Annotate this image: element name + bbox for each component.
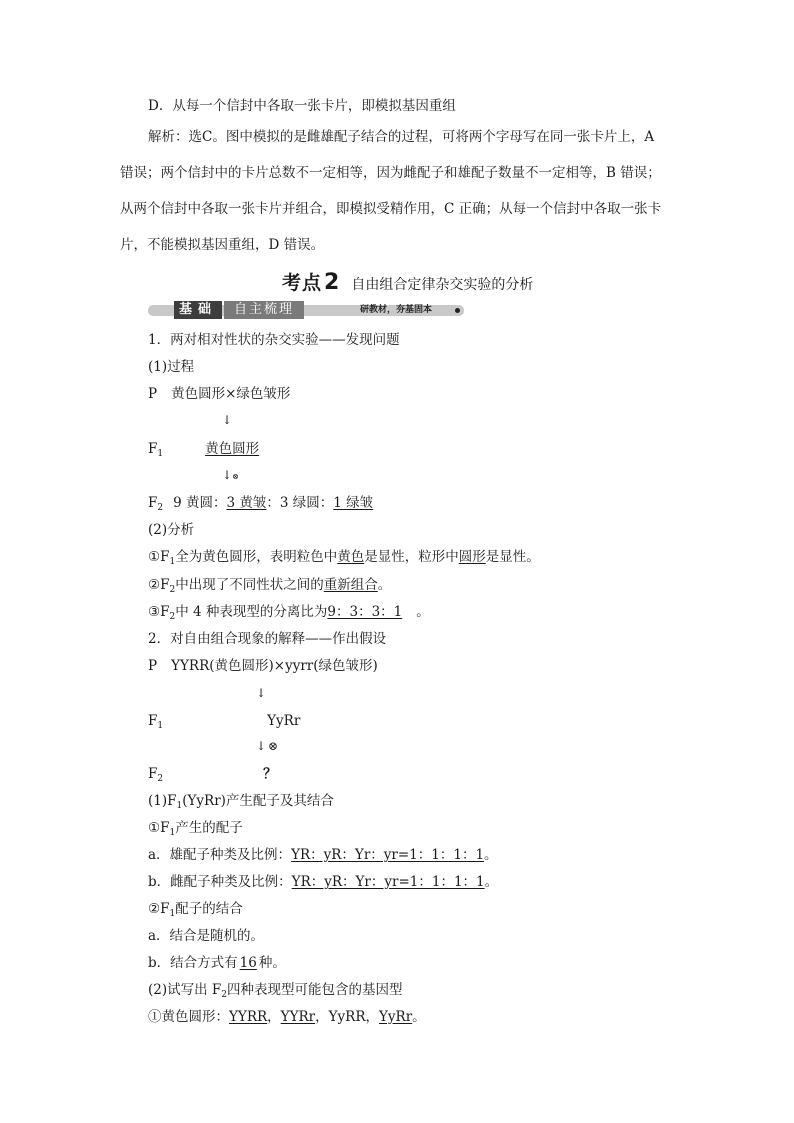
s2-q3: (2)试写出 $F_2$四种表现型可能包含的基因型 [148, 982, 403, 1000]
s1-p-label: P [148, 386, 158, 402]
s1-f1-value: 黄色圆形 [205, 441, 260, 457]
s1-f2-label: $F_2$ [148, 495, 164, 513]
s2-selfing-char: ⊗ [268, 739, 279, 753]
banner-tag-basic: 基础 [174, 301, 222, 319]
section-header [282, 268, 533, 295]
banner-tag-review: 自主梳理 [224, 301, 304, 319]
s2-p-label: P [148, 658, 158, 674]
s2-q2a: a．结合是随机的。 [148, 928, 265, 944]
s2-arrow-2: ↓ ⊗ [256, 739, 279, 753]
banner-subtitle: 研教材，夯基固本 [360, 305, 433, 315]
s2-f2-row [148, 765, 277, 783]
analysis-line-3: 从两个信封中各取一张卡片并组合，即模拟受精作用，C 正确；从每一个信封中各取一张卡 [120, 201, 662, 217]
s2-q2b: b．结合方式有 16 种。 [148, 955, 286, 971]
s2-male-gametes: a．雄配子种类及比例：YR：yR：Yr：yr=1：1：1：1。 [148, 847, 498, 863]
analysis-line-1: 解析：选C。图中模拟的是雌雄配子结合的过程，可将两个字母写在同一张卡片上，A [148, 129, 655, 145]
s2-f1-value: YyRr [267, 713, 301, 729]
section-number: 2 [324, 270, 340, 295]
s1-f1-label: $F_1$ [148, 441, 164, 459]
s2-f2-label: $F_2$ [148, 766, 164, 784]
s2-f2-value: ？ [263, 766, 277, 782]
s2-q1-1: $①F_1$产生的配子 [148, 820, 243, 838]
s1-heading: 1．两对相对性状的杂交实验——发现问题 [148, 332, 400, 348]
s2-q2: $②F_1$配子的结合 [148, 901, 243, 919]
s2-q4: ①黄色圆形：YYRR，YYRr，YyRR，YyRr。 [148, 1009, 426, 1025]
s1-analysis-1: $①F_1$全为黄色圆形，表明粒色中黄色是显性，粒形中圆形是显性。 [148, 549, 540, 567]
s1-p-row [148, 385, 290, 403]
s1-process: (1)过程 [148, 359, 195, 375]
section-banner [148, 301, 466, 319]
s1-analysis-3: $③F_2$中 4 种表现型的分离比为9：3：3：1 。 [148, 604, 430, 622]
s2-arrow-1: ↓ [256, 686, 267, 700]
selfing-icon: ⊗ [232, 472, 239, 481]
section-kaodian: 考点 [282, 272, 323, 294]
s1-p-text: 黄色圆形×绿色皱形 [171, 386, 291, 402]
s1-arrow-1: ↓ [222, 413, 233, 427]
analysis-line-4: 片，不能模拟基因重组，D 错误。 [120, 237, 325, 253]
s2-p-text: YYRR(黄色圆形)×yyrr(绿色皱形) [171, 658, 378, 674]
s1-arrow-2: ↓⊗ [222, 468, 239, 482]
banner-dot [455, 308, 460, 313]
s2-heading: 2．对自由组合现象的解释——作出假设 [148, 631, 387, 647]
s2-f1-label: $F_1$ [148, 713, 164, 731]
s1-f2-row: $F_2$ 9 黄圆：3 黄皱：3 绿圆：1 绿皱 [148, 495, 374, 513]
option-d: D．从每一个信封中各取一张卡片，即模拟基因重组 [148, 98, 456, 114]
s1-analysis-2: $②F_2$中出现了不同性状之间的重新组合。 [148, 577, 392, 595]
s1-analysis-head: (2)分析 [148, 522, 195, 538]
section-title: 自由组合定律杂交实验的分析 [351, 277, 534, 293]
s1-f1-row [148, 440, 259, 458]
s2-q1: $(1)F_1(YyRr)$产生配子及其结合 [148, 793, 334, 811]
s2-female-gametes: b．雌配子种类及比例：YR：yR：Yr：yr=1：1：1：1。 [148, 874, 499, 890]
s2-f1-row [148, 712, 300, 730]
s2-p-row [148, 657, 378, 675]
analysis-line-2: 错误；两个信封中的卡片总数不一定相等，因为雌配子和雄配子数量不一定相等，B 错误； [120, 165, 661, 181]
